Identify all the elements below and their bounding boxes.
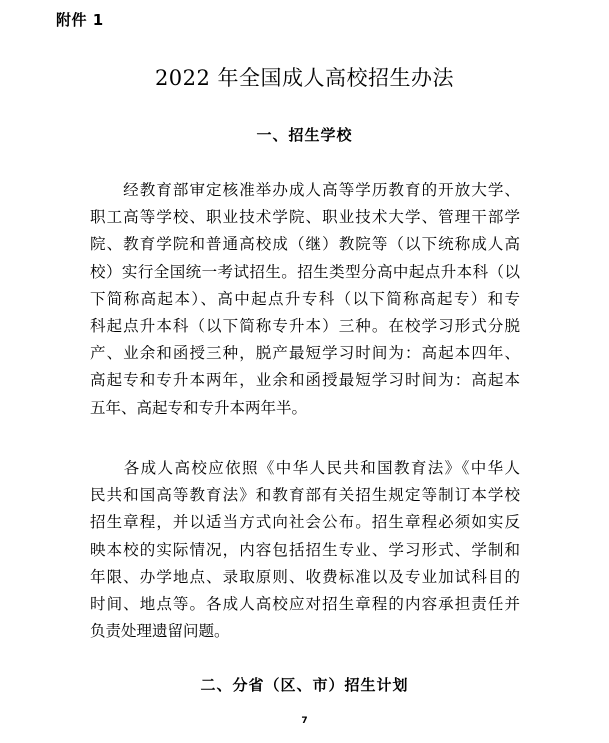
paragraph-line: 五年、高起专和专升本两年半。 (90, 398, 308, 417)
paragraph-line: 科起点升本科（以下简称专升本）三种。在校学习形式分脱 (90, 317, 520, 336)
paragraph-line: 时间、地点等。各成人高校应对招生章程的内容承担责任并 (90, 595, 520, 614)
paragraph-line: 产、业余和函授三种，脱产最短学习时间为：高起本四年、 (90, 344, 520, 363)
paragraph-line: 招生章程，并以适当方式向社会公布。招生章程必须如实反 (90, 513, 520, 532)
section-heading-enrollment-schools: 一、招生学校 (256, 126, 353, 144)
paragraph-admission-charter (90, 455, 520, 645)
paragraph-line: 下简称高起本）、高中起点升专科（以下简称高起专）和专 (90, 289, 520, 308)
paragraph-line: 各成人高校应依照《中华人民共和国教育法》《中华人 (90, 459, 520, 477)
attachment-label: 附件 1 (56, 11, 104, 29)
paragraph-line: 经教育部审定核准举办成人高等学历教育的开放大学、 (90, 181, 520, 199)
paragraph-line: 负责处理遗留问题。 (90, 622, 230, 641)
paragraph-line: 民共和国高等教育法》和教育部有关招生规定等制订本学校 (90, 486, 520, 505)
paragraph-line: 高起专和专升本两年，业余和函授最短学习时间为：高起本 (90, 371, 520, 390)
page-number: 7 (301, 716, 308, 726)
paragraph-line: 院、教育学院和普通高校成（继）教院等（以下统称成人高 (90, 235, 520, 254)
paragraph-line: 映本校的实际情况，内容包括招生专业、学习形式、学制和 (90, 540, 520, 559)
document-title: 2022 年全国成人高校招生办法 (154, 66, 455, 90)
paragraph-line: 职工高等学校、职业技术学院、职业技术大学、管理干部学 (90, 208, 520, 227)
paragraph-enrollment-schools (90, 177, 520, 422)
paragraph-line: 年限、办学地点、录取原则、收费标准以及专业加试科目的 (90, 567, 520, 586)
paragraph-line: 校）实行全国统一考试招生。招生类型分高中起点升本科（以 (90, 262, 520, 281)
section-heading-enrollment-plan: 二、分省（区、市）招生计划 (200, 676, 409, 694)
